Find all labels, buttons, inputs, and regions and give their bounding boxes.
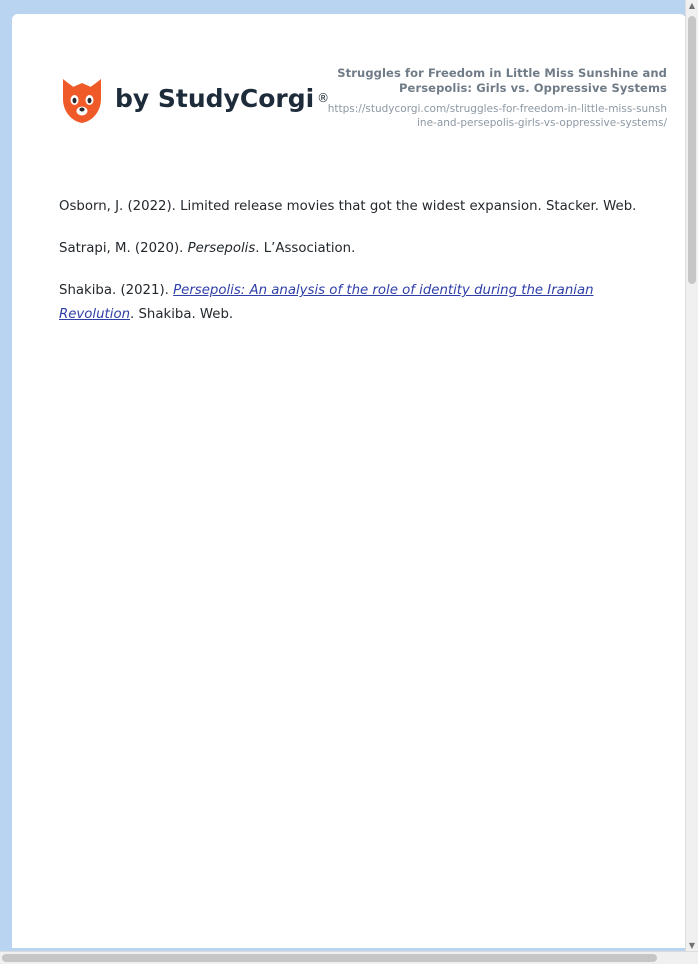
reference-entry	[59, 195, 639, 219]
brand-logo[interactable]	[59, 75, 329, 125]
horizontal-scrollbar[interactable]	[0, 951, 698, 964]
brand-name: by StudyCorgi	[115, 84, 315, 113]
page-url[interactable]: https://studycorgi.com/struggles-for-freedom-in-little-miss-sunshine-and-persepolis-girls-vs-oppressive-systems/	[327, 103, 667, 129]
document-page	[12, 14, 686, 948]
page-title: Struggles for Freedom in Little Miss Sunshine and Persepolis: Girls vs. Oppressive Systems	[337, 66, 667, 95]
vertical-scrollbar-thumb[interactable]	[688, 16, 696, 284]
document-header	[12, 14, 686, 164]
reference-text: . L’Association.	[255, 241, 356, 257]
reference-entry	[59, 279, 639, 327]
reference-title-italic: Persepolis	[187, 241, 256, 257]
reference-text: Satrapi, M. (2020).	[59, 241, 188, 257]
reference-text: Shakiba. (2021).	[59, 283, 174, 299]
header-meta	[327, 66, 667, 130]
scroll-down-arrow-icon[interactable]: ▼	[686, 940, 698, 952]
registered-trademark-icon: ®	[317, 91, 330, 105]
scrollbar-corner	[686, 952, 698, 964]
reference-text: Osborn, J. (2022). Limited release movies that got the widest expansion. Stacker. Web.	[59, 199, 637, 215]
vertical-scrollbar[interactable]	[685, 0, 698, 952]
reference-entry	[59, 237, 639, 261]
reference-text: . Shakiba. Web.	[130, 307, 234, 323]
corgi-fox-logo-icon	[59, 77, 105, 125]
horizontal-scrollbar-thumb[interactable]	[2, 954, 657, 962]
reference-list	[59, 182, 639, 345]
scroll-up-arrow-icon[interactable]: ▲	[686, 0, 698, 12]
reference-hyperlink[interactable]: Persepolis: An analysis of the role of identity during the Iranian Revolution	[59, 283, 594, 323]
